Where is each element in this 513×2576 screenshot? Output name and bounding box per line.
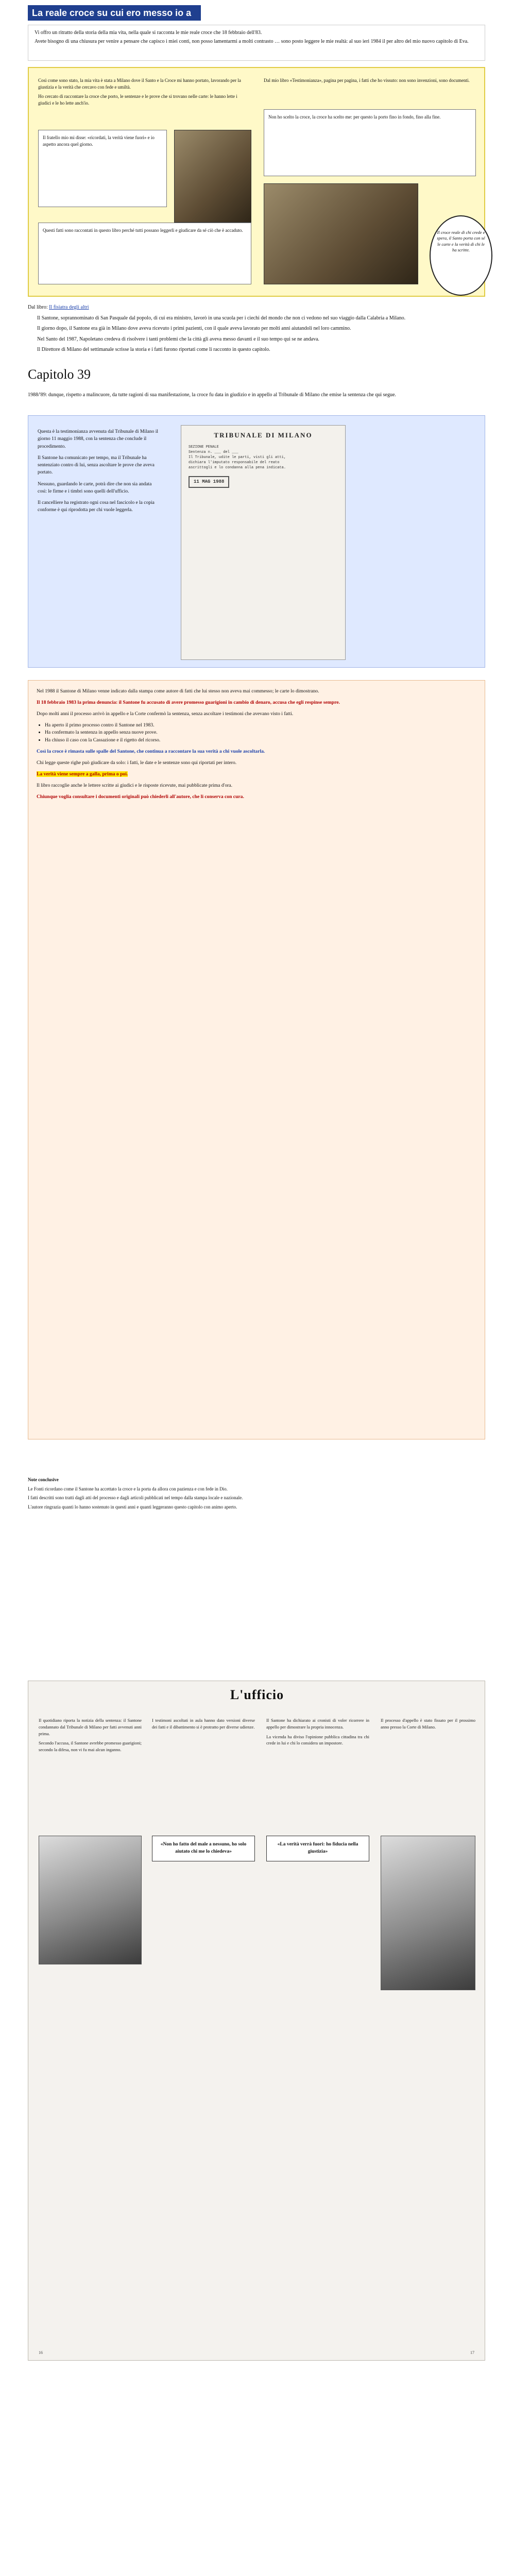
intro-box	[28, 25, 485, 61]
newspaper-quote: «La verità verrà fuori: ho fiducia nella giustizia»	[266, 1836, 369, 1861]
newspaper-paragraph: Il quotidiano riporta la notizia della sentenza: il Santone condannato dal Tribunale di Milano per fatti avvenuti anni prima.	[39, 1718, 142, 1736]
case-paragraph: Chi legge queste righe può giudicare da solo: i fatti, le date e le sentenze sono qui riportati per intero.	[37, 760, 237, 766]
newspaper-paragraph: Secondo l'accusa, il Santone avrebbe promesso guarigioni; secondo la difesa, non vi fu mai alcun inganno.	[39, 1740, 142, 1752]
yellow-right-column	[264, 77, 476, 87]
newspaper-scan	[28, 1681, 485, 2361]
newspaper-paragraph: La vicenda ha diviso l'opinione pubblica cittadina tra chi crede in lui e chi lo considera un impostore.	[266, 1734, 369, 1746]
case-paragraph: Così la croce è rimasta sulle spalle del Santone, che continua a raccontare la sua verità a chi vuole ascoltarla.	[37, 749, 265, 755]
court-paragraph: Il cancelliere ha registrato ogni cosa nel fascicolo e la copia conforme è qui riprodotta per chi vuole leggerla.	[38, 500, 155, 513]
excerpt-paragraph: Nel Santo del 1987, Napoletano credeva di risolvere i tanti problemi che la città gli aveva messo davanti e il suo tempo qui se ne andava.	[37, 336, 319, 342]
case-paragraph: Chiunque voglia consultare i documenti originali può chiederli all'autore, che li conserva con cura.	[37, 793, 244, 800]
tribunale-line: Il Tribunale, udite le parti, visti gli atti,	[189, 455, 286, 460]
date-stamp: 11 MAG 1988	[189, 476, 229, 488]
newspaper-paragraph: Il Santone ha dichiarato ai cronisti di voler ricorrere in appello per dimostrare la propria innocenza.	[266, 1718, 369, 1730]
newspaper-paragraph: I testimoni ascoltati in aula hanno dato versioni diverse dei fatti e il dibattimento si è protratto per diverse udienze.	[152, 1718, 255, 1730]
notes-paragraph: I fatti descritti sono tratti dagli atti del processo e dagli articoli pubblicati nel tempo dalla stampa locale e nazionale.	[28, 1495, 243, 1500]
notes-paragraph: Le Fonti ricordano come il Santone ha accettato la croce e la porta da allora con pazienza e con fede in Dio.	[28, 1486, 228, 1492]
chapter-intro-text: 1988/'89: dunque, rispetto a malincuore, da tutte ragioni di sua manifestazione, la croce fu data in giudizio e in appello al Tribunale di Milano che emise la sentenza che qui segue.	[28, 392, 396, 398]
event-photo	[264, 183, 418, 284]
court-paragraph: Il Santone ha comunicato per tempo, ma il Tribunale ha sentenziato contro di lui, senza ascoltare le prove che aveva portato.	[38, 455, 155, 476]
case-paragraph: Nel 1988 il Santone di Milano venne indicato dalla stampa come autore di fatti che lui stesso non aveva mai commesso; le carte lo dimostrano.	[37, 688, 319, 694]
tribunale-line: SEZIONE PENALE	[189, 445, 219, 449]
quote-text: Questi fatti sono raccontati in questo libro perché tutti possano leggerli e giudicare da sé ciò che è accaduto.	[43, 228, 243, 233]
portrait-photo	[174, 130, 251, 223]
chapter-heading: Capitolo 39	[28, 367, 91, 382]
tribunale-line: dichiara l'imputato responsabile del reato	[189, 461, 280, 465]
quote-frame	[38, 130, 167, 207]
court-paragraph: Questa è la testimonianza avvenuta dal Tribunale di Milano il giorno 11 maggio 1988, con la sentenza che conclude il procedimento.	[38, 429, 159, 449]
notes-section	[28, 1477, 485, 1513]
excerpt-paragraph: Il giorno dopo, il Santone era già in Milano dove aveva ricevuto i primi pazienti, con il quale aveva lavorato per molti anni aiutandoli nel loro cammino.	[37, 326, 351, 331]
newspaper-column	[39, 1717, 142, 1756]
newspaper-column	[266, 1717, 369, 1750]
yellow-paragraph: Ho cercato di raccontare la croce che porto, le sentenze e le prove che si trovano nelle carte: le hanno lette i giudici e le ho lette anch'io.	[38, 94, 237, 106]
newspaper-column	[381, 1717, 475, 1734]
page-title: La reale croce su cui ero messo io a	[28, 5, 201, 21]
tribunale-line: ascrittogli e lo condanna alla pena indicata.	[189, 466, 286, 470]
notes-heading: Note conclusive	[28, 1477, 59, 1482]
newspaper-column	[152, 1717, 255, 1734]
book-excerpt	[28, 304, 485, 357]
newspaper-quote: «Non ho fatto del male a nessuno, ho solo aiutato chi me lo chiedeva»	[152, 1836, 255, 1861]
newspaper-paragraph: Il processo d'appello è stato fissato per il prossimo anno presso la Corte di Milano.	[381, 1718, 475, 1730]
newspaper-masthead: L'ufficio	[230, 1687, 284, 1702]
book-link[interactable]: Il fisiatra degli altri	[49, 304, 89, 310]
case-list	[45, 722, 476, 745]
excerpt-source: Dal libro: Il fisiatra degli altri	[28, 304, 89, 310]
court-document-text	[38, 428, 160, 518]
quote-text: Non ho scelto la croce, la croce ha scelto me: per questo la porto fino in fondo, fino alla fine.	[268, 114, 441, 120]
case-paragraph: Dopo molti anni il processo arrivò in appello e la Corte confermò la sentenza, senza ascoltare i testimoni che avevano visto i fatti.	[37, 710, 294, 717]
list-item: • Ha confermato la sentenza in appello senza nuove prove.	[45, 729, 476, 737]
list-item: • Ha aperto il primo processo contro il Santone nel 1983.	[45, 722, 476, 730]
list-item: • Ha chiuso il caso con la Cassazione e il rigetto del ricorso.	[45, 737, 476, 744]
intro-paragraph: Vi offro un ritratto della storia della mia vita, nella quale si racconta le mie reale croce che 18 febbraio dell'83.	[35, 30, 262, 36]
case-paragraph: Il libro raccoglie anche le lettere scritte ai giudici e le risposte ricevute, mai pubblicate prima d'ora.	[37, 782, 232, 788]
highlighted-sentence: La verità viene sempre a galla, prima o poi.	[37, 771, 128, 777]
case-paragraph: Il 18 febbraio 1983 la prima denuncia: il Santone fu accusato di avere promesso guarigioni in cambio di denaro, accusa che egli respinse sempre.	[37, 699, 340, 705]
yellow-story-panel	[28, 67, 485, 297]
excerpt-paragraph: Il Direttore di Milano del settimanale scrisse la storia e i fatti furono riportati come li racconto in questo capitolo.	[37, 347, 270, 352]
notes-paragraph: L'autore ringrazia quanti lo hanno sostenuto in questi anni e quanti leggeranno questo capitolo con animo aperto.	[28, 1504, 237, 1510]
excerpt-paragraph: Il Santone, soprannominato di San Pasquale dal popolo, di cui era ministro, lavorò in una scuola per i ciechi del mondo che non ci vedono nel suo viaggio dalla Calabria a Milano.	[37, 315, 406, 321]
page-number: 16	[39, 2350, 43, 2355]
tribunale-line: Sentenza n. ___ del ___	[189, 450, 238, 454]
speech-bubble: Il croce reale di chi crede e spera, il Santo porta con sé le carte e la verità di chi le ha scritte.	[430, 215, 492, 296]
tribunale-heading: TRIBUNALE DI MILANO	[214, 431, 313, 439]
page-number: 17	[470, 2350, 474, 2355]
quote-frame	[38, 223, 251, 284]
chapter-intro	[28, 392, 485, 402]
court-paragraph: Nessuno, guardando le carte, potrà dire che non sia andata così: le firme e i timbri sono quelli dell'ufficio.	[38, 481, 152, 494]
quote-text: Il fratello mio mi disse: «ricordati, la verità viene fuori» e io aspetto ancora quel giorno.	[43, 135, 155, 147]
yellow-left-column	[38, 77, 249, 109]
newspaper-photo	[381, 1836, 475, 1990]
yellow-paragraph: Così come sono stato, la mia vita è stata a Milano dove il Santo e la Croce mi hanno portato, lavorando per la giustizia e la verità che cercavo con fede e umiltà.	[38, 78, 241, 90]
quote-frame	[264, 109, 476, 176]
intro-paragraph: Avete bisogno di una chiusura per venire a pensare che capisco i miei conti, non posso lamentarmi a molti contrasto … sono posto leggere le mie realtà: al suo ieri 1984 il per altro del mio nuovo capitolo di Eva.	[35, 39, 469, 45]
newspaper-photo	[39, 1836, 142, 1964]
case-history-panel	[28, 680, 485, 1439]
court-document-panel	[28, 415, 485, 668]
yellow-paragraph: Dal mio libro «Testimonianza», pagina per pagina, i fatti che ho vissuto: non sono invenzioni, sono documenti.	[264, 78, 470, 83]
tribunale-scan	[181, 425, 346, 660]
